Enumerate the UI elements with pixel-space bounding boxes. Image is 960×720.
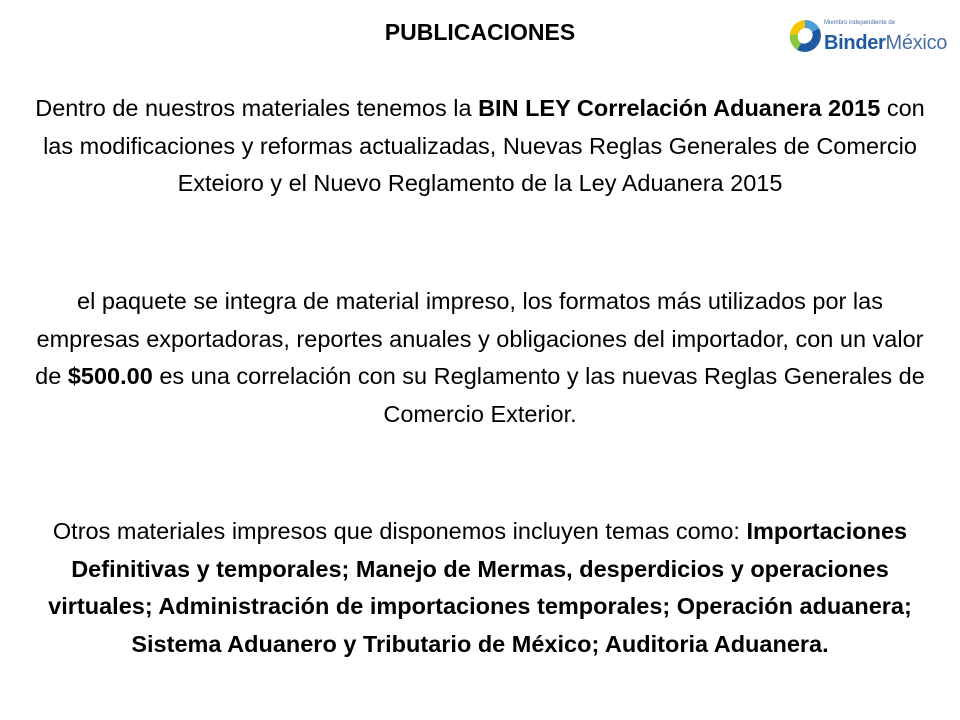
- paragraph-other-materials: [24, 513, 936, 663]
- page-title: PUBLICACIONES: [384, 19, 576, 45]
- price: $500.00: [67, 363, 153, 389]
- paragraph-text: Dentro de nuestros materiales tenemos la: [35, 95, 479, 121]
- paragraph-text: con las modificaciones y reformas actualizadas, Nuevas Reglas Generales de Comercio Exteioro y el Nuevo Reglamento de la Ley Aduanera 2015: [43, 95, 925, 196]
- product-name: BIN LEY Correlación Aduanera 2015: [478, 95, 881, 121]
- binder-mexico-logo: [788, 14, 948, 58]
- logo-tagline: Miembro independiente de: [824, 20, 896, 26]
- topics-list: Importaciones Definitivas y temporales; Manejo de Mermas, desperdicios y operaciones virtuales; Administración de importaciones temporales; Operación aduanera; Sistema Aduanero y Tributario de México; Auditoria Aduanera.: [48, 518, 912, 657]
- logo-brand-bold: Binder: [824, 32, 886, 54]
- paragraph-text: es una correlación con su Reglamento y las nuevas Reglas Generales de Comercio Exterior.: [152, 363, 925, 427]
- logo-wordmark: [824, 31, 947, 55]
- binder-logo-mark-icon: [788, 14, 822, 58]
- paragraph-text: Otros materiales impresos que disponemos incluyen temas como:: [52, 518, 747, 544]
- paragraph-package: [24, 283, 936, 433]
- paragraph-text: el paquete se integra de material impreso, los formatos más utilizados por las empresas exportadoras, reportes anuales y obligaciones del importador, con un valor de: [35, 288, 924, 389]
- logo-brand-regular: México: [885, 32, 948, 54]
- paragraph-bin-ley: [24, 90, 936, 203]
